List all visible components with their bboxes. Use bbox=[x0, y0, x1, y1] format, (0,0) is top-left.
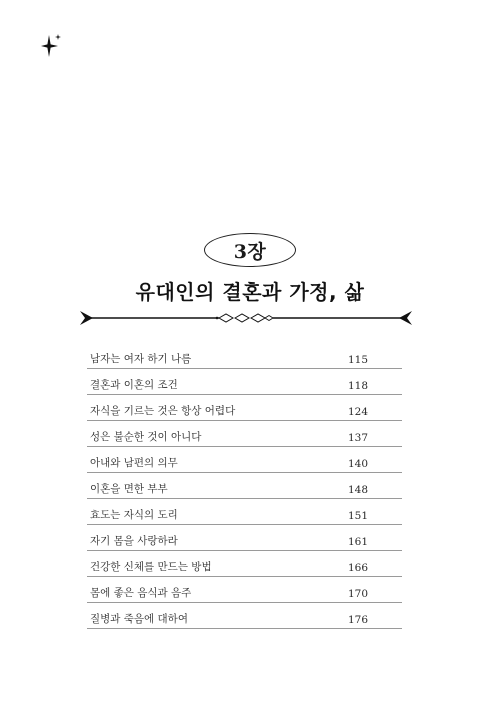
toc-entry[interactable] bbox=[87, 369, 402, 395]
chapter-number-label: 3장 bbox=[233, 240, 267, 263]
toc-entry-title: 남자는 여자 하기 나름 bbox=[90, 353, 192, 365]
toc-entry-page: 118 bbox=[348, 380, 369, 392]
toc-entry-page: 115 bbox=[348, 354, 369, 366]
toc-entry-title: 이혼을 면한 부부 bbox=[90, 483, 168, 495]
toc-entry-title: 성은 불순한 것이 아니다 bbox=[90, 431, 202, 443]
toc-entry-title: 질병과 죽음에 대하여 bbox=[90, 613, 188, 625]
toc-entry-title: 결혼과 이혼의 조건 bbox=[90, 379, 178, 391]
toc-entry[interactable] bbox=[87, 499, 402, 525]
toc-entry-page: 170 bbox=[348, 588, 369, 600]
toc-entry-page: 124 bbox=[348, 406, 369, 418]
toc-entry-page: 151 bbox=[348, 510, 369, 522]
toc-entry-page: 161 bbox=[348, 536, 369, 548]
toc-entry-title: 자식을 기르는 것은 항상 어렵다 bbox=[90, 405, 236, 417]
toc-entry[interactable] bbox=[87, 473, 402, 499]
toc-entry-page: 137 bbox=[348, 432, 369, 444]
toc-entry-title: 건강한 신체를 만드는 방법 bbox=[90, 561, 212, 573]
chapter-number-badge bbox=[204, 233, 296, 267]
chapter-title: 유대인의 결혼과 가정, 삶 bbox=[135, 280, 365, 304]
toc-entry[interactable] bbox=[87, 551, 402, 577]
toc-entry[interactable] bbox=[87, 603, 402, 629]
toc-entry-page: 166 bbox=[348, 562, 369, 574]
sparkle-star-icon bbox=[41, 31, 71, 61]
toc-entry[interactable] bbox=[87, 577, 402, 603]
toc-entry-page: 148 bbox=[348, 484, 369, 496]
toc-entry-title: 몸에 좋은 음식과 음주 bbox=[90, 587, 192, 599]
toc-entry[interactable] bbox=[87, 343, 402, 369]
toc-entry-page: 140 bbox=[348, 458, 369, 470]
toc-entry-title: 아내와 남편의 의무 bbox=[90, 457, 178, 469]
ornamental-divider bbox=[79, 306, 413, 330]
toc-entry-title: 효도는 자식의 도리 bbox=[90, 509, 178, 521]
toc-entry[interactable] bbox=[87, 447, 402, 473]
toc-entry-page: 176 bbox=[348, 614, 369, 626]
toc-entry[interactable] bbox=[87, 421, 402, 447]
toc-entry-title: 자기 몸을 사랑하라 bbox=[90, 535, 178, 547]
toc-entry[interactable] bbox=[87, 525, 402, 551]
toc-entry[interactable] bbox=[87, 395, 402, 421]
table-of-contents bbox=[87, 343, 402, 629]
